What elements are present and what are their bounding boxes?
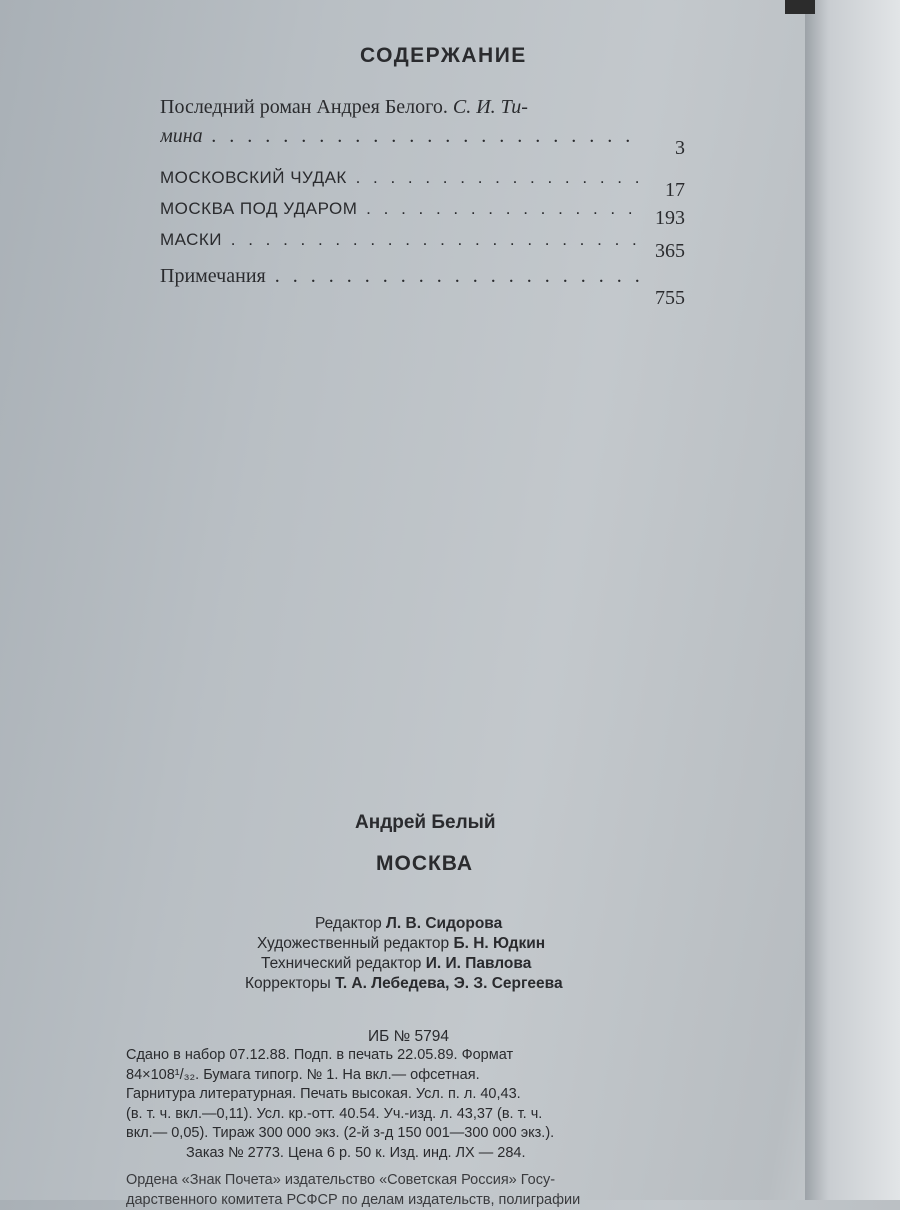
credit-person: Т. А. Лебедева, Э. З. Сергеева <box>335 975 563 992</box>
toc-entry-notes <box>160 261 685 292</box>
imprint-line: 84×108¹/₃₂. Бумага типогр. № 1. На вкл.— офсетная. <box>126 1066 686 1086</box>
book-title: МОСКВА <box>376 852 473 876</box>
toc-entry-intro-line1 <box>160 92 685 120</box>
credit-role: Технический редактор <box>261 955 421 972</box>
toc-page-number: 755 <box>655 283 685 314</box>
credit-person: Б. Н. Юдкин <box>453 935 545 952</box>
credit-proofreaders <box>245 974 685 994</box>
imprint-line: Ордена «Знак Почета» издательство «Советская Россия» Госу- <box>126 1171 686 1191</box>
credit-role: Редактор <box>315 915 382 932</box>
imprint-line: (в. т. ч. вкл.—0,11). Усл. кр.-отт. 40.54. Уч.-изд. л. 43,37 (в. т. ч. <box>126 1105 686 1125</box>
credit-editor <box>245 914 685 934</box>
imprint-block <box>126 1046 686 1210</box>
credit-person: И. И. Павлова <box>426 955 532 972</box>
toc-entry-moskva-pod-udarom <box>160 193 685 224</box>
toc-entry-maski <box>160 224 685 255</box>
toc-entry-intro-text: Последний роман Андрея Белого. <box>160 96 448 118</box>
toc-page-number: 17 <box>665 175 685 206</box>
toc-entry-moskovsky-chudak <box>160 162 685 193</box>
toc-title: СОДЕРЖАНИЕ <box>360 44 600 68</box>
ib-number: ИБ № 5794 <box>368 1028 449 1046</box>
credit-role: Художественный редактор <box>257 935 449 952</box>
credit-art-editor <box>245 934 685 954</box>
imprint-line: Заказ № 2773. Цена 6 р. 50 к. Изд. инд. ЛХ — 284. <box>126 1144 686 1164</box>
toc-entry-label: Примечания . . . <box>160 261 639 292</box>
toc-page-number: 3 <box>675 132 685 164</box>
toc-page-number: 193 <box>655 203 685 234</box>
imprint-line: дарственного комитета РСФСР по делам издательств, полиграфии <box>126 1191 686 1210</box>
toc-entry-intro-author: С. И. Ти- <box>453 96 528 118</box>
imprint-line: Гарнитура литературная. Печать высокая. Усл. п. л. 40,43. <box>126 1085 686 1105</box>
toc-entry-label: МОСКОВСКИЙ ЧУДАК . . . <box>160 162 639 193</box>
toc-entry-label: МОСКВА ПОД УДАРОМ . . . <box>160 193 639 224</box>
toc-entry-intro-line2 <box>160 120 685 162</box>
imprint-line: вкл.— 0,05). Тираж 300 000 экз. (2-й з-д 150 001—300 000 экз.). <box>126 1124 686 1144</box>
imprint-line: Сдано в набор 07.12.88. Подп. в печать 22.05.89. Формат <box>126 1046 686 1066</box>
credit-person: Л. В. Сидорова <box>386 915 502 932</box>
credit-role: Корректоры <box>245 975 331 992</box>
toc-entry-intro-continuation: мина . . . <box>160 120 639 152</box>
credit-tech-editor <box>245 954 685 974</box>
book-author: Андрей Белый <box>355 812 496 834</box>
toc-entry-label: МАСКИ . . . <box>160 224 639 255</box>
credits-block <box>245 914 685 994</box>
toc-page-number: 365 <box>655 236 685 267</box>
table-of-contents <box>160 92 685 292</box>
book-binding <box>805 0 900 1200</box>
